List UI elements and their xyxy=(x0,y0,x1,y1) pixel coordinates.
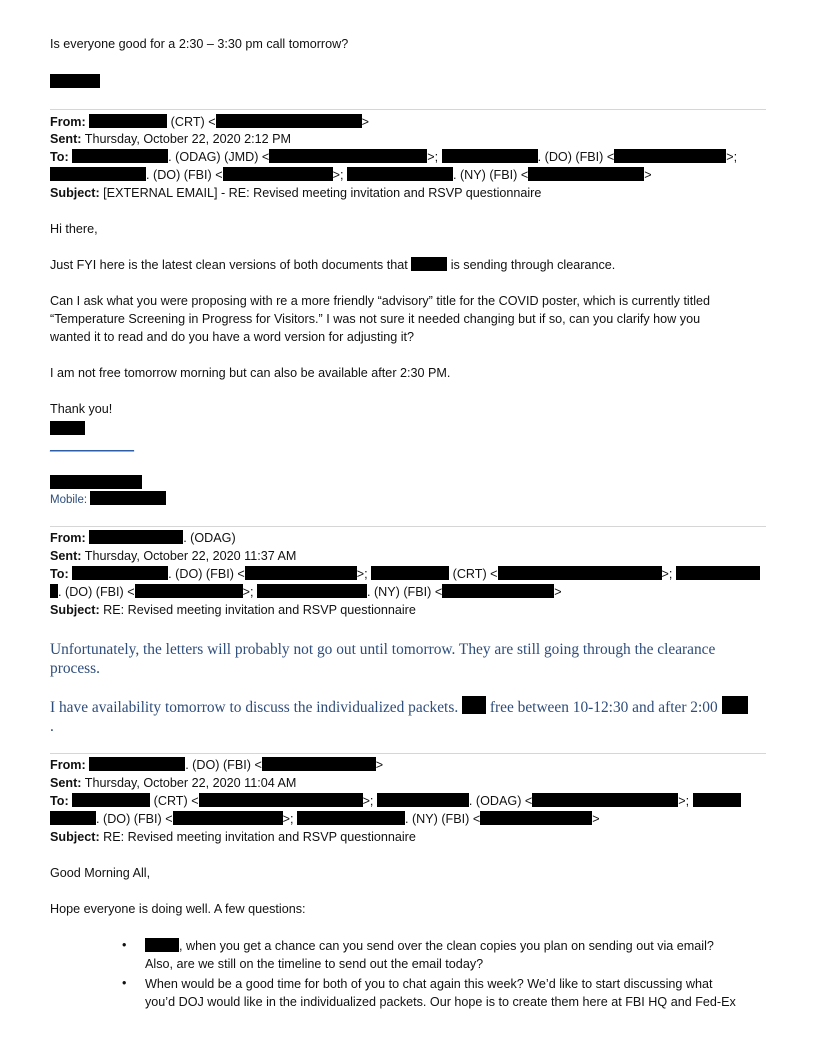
msg1-to-line-2: . (DO) (FBI) < >; . (NY) (FBI) < > xyxy=(50,167,652,183)
msg3-sent: Sent: Thursday, October 22, 2020 11:04 AM xyxy=(50,776,297,790)
msg2-from: From: . (ODAG) xyxy=(50,531,236,545)
msg1-fyi: Just FYI here is the latest clean versions of both documents that is sending through clearance. xyxy=(50,258,616,272)
header-divider xyxy=(50,753,766,754)
redacted-name xyxy=(50,74,100,90)
msg1-signature-rule: ____________ xyxy=(50,438,135,452)
msg3-to-line-1: To: (CRT) < >; . (ODAG) < >; xyxy=(50,793,741,809)
msg3-bullet-1-line-2: Also, are we still on the timeline to send out the email today? xyxy=(145,957,484,971)
msg1-para-line-2: “Temperature Screening in Progress for Visitors.” I was not sure it needed changing but if so, can you clarify how you xyxy=(50,312,701,326)
msg1-thanks: Thank you! xyxy=(50,402,113,416)
msg2-paragraph-1: Unfortunately, the letters will probably not go out until tomorrow. They are still going through the clearance process. xyxy=(50,641,716,677)
msg2-subject: Subject: RE: Revised meeting invitation and RSVP questionnaire xyxy=(50,603,416,617)
msg1-to-line-1: To: . (ODAG) (JMD) < >; . (DO) (FBI) < >; xyxy=(50,150,738,164)
msg1-mobile: Mobile: xyxy=(50,491,166,508)
msg3-intro: Hope everyone is doing well. A few questions: xyxy=(50,902,306,916)
msg1-availability: I am not free tomorrow morning but can also be available after 2:30 PM. xyxy=(50,366,451,380)
msg1-signature-title xyxy=(50,475,142,491)
bullet-icon: • xyxy=(122,938,127,952)
msg3-to-line-2: . (DO) (FBI) < >; . (NY) (FBI) < > xyxy=(50,811,600,827)
msg1-signature-name xyxy=(50,421,85,437)
msg1-para-line-3: wanted it to read and do you have a word version for adjusting it? xyxy=(50,330,415,344)
msg2-to-line-1: To: . (DO) (FBI) < >; (CRT) < >; xyxy=(50,566,760,582)
msg3-bullet-2-line-2: you’d DOJ would like in the individualized packets. Our hope is to create them here at FBI HQ and Fed-Ex xyxy=(145,995,736,1009)
header-divider xyxy=(50,526,766,527)
header-divider xyxy=(50,109,766,110)
intro-question: Is everyone good for a 2:30 – 3:30 pm call tomorrow? xyxy=(50,37,349,51)
msg3-greeting: Good Morning All, xyxy=(50,866,151,880)
msg3-bullet-1-line-1: , when you get a chance can you send over the clean copies you plan on sending out via email? xyxy=(145,938,714,954)
msg2-sent: Sent: Thursday, October 22, 2020 11:37 AM xyxy=(50,549,297,563)
msg1-sent: Sent: Thursday, October 22, 2020 2:12 PM xyxy=(50,132,292,146)
bullet-icon: • xyxy=(122,976,127,990)
msg1-from: From: (CRT) < > xyxy=(50,115,369,129)
redacted-block xyxy=(216,114,362,128)
msg1-subject: Subject: [EXTERNAL EMAIL] - RE: Revised meeting invitation and RSVP questionnaire xyxy=(50,186,542,200)
msg3-from: From: . (DO) (FBI) < > xyxy=(50,758,384,772)
redacted-block xyxy=(89,114,167,128)
msg3-bullet-2-line-1: When would be a good time for both of you to chat again this week? We’d like to start discussing what xyxy=(145,977,713,991)
msg3-subject: Subject: RE: Revised meeting invitation and RSVP questionnaire xyxy=(50,830,416,844)
msg1-para-line-1: Can I ask what you were proposing with re a more friendly “advisory” title for the COVID poster, which is currently titled xyxy=(50,294,711,308)
msg1-greeting: Hi there, xyxy=(50,222,98,236)
msg2-paragraph-2: I have availability tomorrow to discuss the individualized packets. free between 10-12:30 and after 2:00 . xyxy=(50,696,750,736)
msg2-to-line-2: . (DO) (FBI) < >; . (NY) (FBI) < > xyxy=(50,584,562,600)
